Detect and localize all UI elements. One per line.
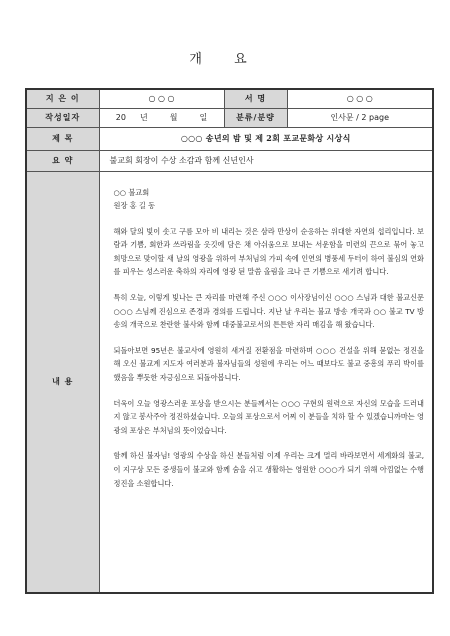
date-value [99, 108, 224, 127]
subject-label: 제 목 [26, 127, 99, 150]
summary-value: 불교회 회장이 수상 소감과 함께 신년인사 [99, 150, 433, 171]
content-paragraph: 특히 오늘, 이렇게 빛나는 큰 자리를 마련해 주신 ○○○ 이사장님이신 ○○○ 스님과 대한 불교신문 ○○○ 스님께 진심으로 존경과 경의를 드립니다. 지난 날 우리는 불교 방송 개국과 ○○ 불교 TV 방송의 개국으로 찬란한 불사와 함께 대중불교로서의 튼튼한 자리 매김을 해 왔습니다. [113, 293, 424, 330]
document-title: 개 요 [189, 52, 261, 67]
date-label: 작성일자 [26, 108, 99, 127]
date-month-unit: 월 [169, 113, 178, 122]
date-day-unit: 일 [199, 113, 208, 122]
content-paragraph: 되돌아보면 95년은 불교사에 영원히 새겨질 전환점을 마련하며 ○○○ 건설을 위해 묻없는 정진을 해 오신 불교계 지도자 여러분과 불자님들의 성원에 우리는 어느 때보다도 불교 중흥의 푸리 박이를 했음을 뿌듯한 자긍심으로 되돌아봅니다. [113, 345, 424, 383]
content-body [99, 171, 433, 593]
presenter-value: ○ ○ ○ [99, 89, 224, 108]
date-year: 20 [115, 113, 126, 122]
presenter-label: 지 은 이 [26, 89, 99, 108]
content-paragraph: 해와 달의 빛이 솟고 구름 모아 비 내리는 것은 삼라 만상이 순응하는 위대한 자연의 섭리입니다. 보람과 기쁨, 회한과 쓰라림을 옷깃에 담은 채 아쉬움으로 보내는 서운함을 미련의 끈으로 묶어 놓고 희망으로 맞이할 새 날의 영광을 위하여 부처님의 가피 속에 인연의 병풍세 두터이 하여 불심의 연화를 피우는 성스러운 축하의 자리에 영광 된 말씀 올림을 크나 큰 기쁨으로 새기려 합니다. [113, 226, 424, 277]
content-signer: 원장 홍 길 동 [113, 201, 156, 211]
category-value: 인사문 / 2 page [287, 108, 433, 127]
overview-form [25, 88, 434, 594]
date-year-unit: 년 [139, 113, 148, 122]
subject-value: ○○○ 송년의 밤 및 제 2회 포교문화상 시상식 [99, 127, 433, 150]
signature-label: 서 명 [224, 89, 287, 108]
content-paragraph: 더욱이 오늘 영광스러운 포상을 받으시는 분들께서는 ○○○ 구현의 원력으로 자신의 모습을 드러내지 않고 봉사주아 정진하셨습니다. 오늘의 포상으로서 어찌 이 분들을 치하 할 수 있겠습니까마는 영광의 포상은 부처님의 뜻이었습니다. [113, 398, 424, 435]
content-org: ○○ 불교회 [113, 187, 150, 197]
signature-value: ○ ○ ○ [287, 89, 433, 108]
content-paragraph: 함께 하신 불자님! 영광의 수상을 하신 분들처럼 이제 우리는 크게 멀리 바라보면서 세계화의 불교, 이 지구상 모든 중생들이 불교와 함께 숨을 쉬고 생활하는 영원한 ○○○가 되기 위해 아낌없는 수행 정진을 소원합니다. [113, 451, 424, 488]
summary-label: 요 약 [26, 150, 99, 171]
category-label: 분류/분량 [224, 108, 287, 127]
content-label: 내 용 [26, 171, 99, 593]
